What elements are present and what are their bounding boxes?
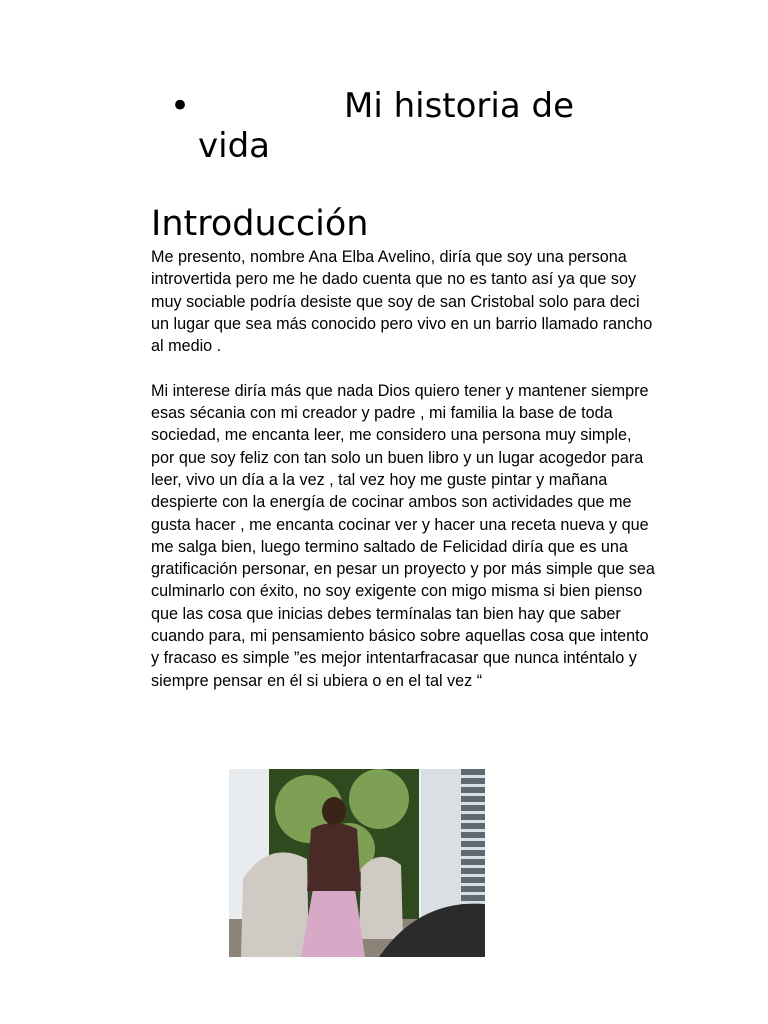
paragraph-intro: Me presento, nombre Ana Elba Avelino, diría que soy una persona introvertida pero me he dado cuenta que no es tanto así ya que soy muy sociable podría desiste que soy de san Cristobal solo para deci un lugar que sea más conocido pero vivo en un barrio llamado rancho al medio . <box>151 248 653 356</box>
photo-shutter-slat <box>461 820 485 823</box>
portrait-photo <box>229 769 485 957</box>
photo-wall <box>421 769 461 919</box>
photo-shutter-slat <box>461 838 485 841</box>
photo-shutter-slat <box>461 865 485 868</box>
photo-shutter-slat <box>461 883 485 886</box>
photo-shutter-slat <box>461 892 485 895</box>
section-heading: Introducción <box>151 204 369 244</box>
bullet-icon: • <box>170 86 191 126</box>
body-text <box>151 246 659 692</box>
photo-shutter-slat <box>461 811 485 814</box>
photo-shutter-slat <box>461 874 485 877</box>
photo-window-shutter <box>461 769 485 919</box>
photo-shutter-slat <box>461 847 485 850</box>
paragraph-interests: Mi interese diría más que nada Dios quiero tener y mantener siempre esas sécania con mi creador y padre , mi familia la base de toda sociedad, me encanta leer, me considero una persona muy simple, por que soy feliz con tan solo un buen libro y un lugar acogedor para leer, vivo un día a la vez , tal vez hoy me guste pintar y mañana despierte con la energía de cocinar ambos son actividades que me gusta hacer , me encanta cocinar ver y hacer una receta nueva y que me salga bien, luego termino saltado de Felicidad diría que es una gratificación personar, en pesar un proyecto y por más simple que sea culminarlo con éxito, no soy exigente con migo misma si bien pienso que las cosa que inicias debes termínalas tan bien hay que saber cuando para, mi pensamiento básico sobre aquellas cosa que intento y fracaso es simple ”es mejor intentarfracasar que nunca inténtalo y siempre pensar en él si ubiera o en el tal vez “ <box>151 381 655 690</box>
photo-shutter-slat <box>461 793 485 796</box>
photo-shutter-slat <box>461 802 485 805</box>
photo-shutter-slat <box>461 901 485 904</box>
photo-shutter-slat <box>461 829 485 832</box>
photo-head <box>322 797 346 825</box>
photo-shutter-slat <box>461 784 485 787</box>
document-title-block <box>170 86 650 166</box>
photo-sweater <box>307 823 361 891</box>
portrait-photo-illustration <box>229 769 485 957</box>
photo-foliage-highlight <box>349 769 409 829</box>
photo-shutter-slat <box>461 775 485 778</box>
photo-chair-right <box>359 857 403 939</box>
photo-shutter-slat <box>461 856 485 859</box>
document-title: Mi historia de vida <box>198 86 574 166</box>
